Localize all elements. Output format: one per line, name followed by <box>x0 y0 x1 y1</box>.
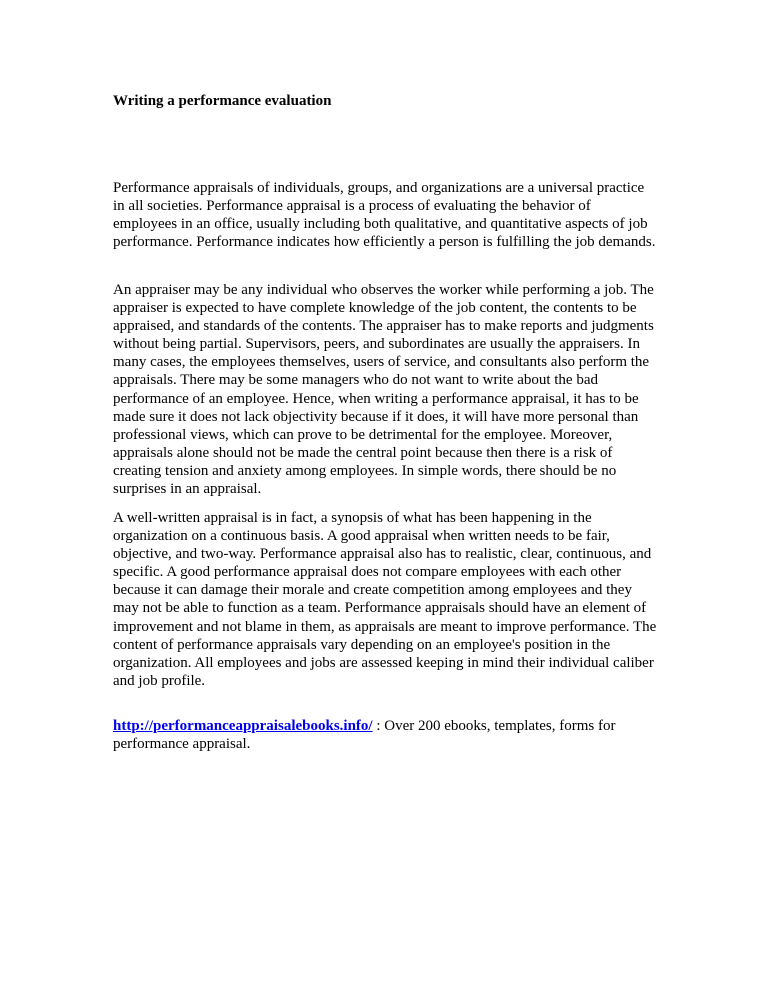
paragraph-appraiser: An appraiser may be any individual who observes the worker while performing a job. The appraiser is expected to have complete knowledge of the job content, the contents to be appraised, and standards of the contents. The appraiser has to make reports and judgments without being partial. Supervisors, peers, and subordinates are usually the appraisers. In many cases, the employees themselves, users of service, and consultants also perform the appraisals. There may be some managers who do not want to write about the bad performance of an employee. Hence, when writing a performance appraisal, it has to be made sure it does not lack objectivity because if it does, it will have more personal than professional views, which can prove to be detrimental for the employee. Moreover, appraisals alone should not be made the central point because then there is a risk of creating tension and anxiety among employees. In simple words, there should be no surprises in an appraisal. <box>113 282 654 498</box>
document-title: Writing a performance evaluation <box>113 93 332 109</box>
paragraph-footer-link <box>113 717 658 753</box>
link-description: : Over 200 ebooks, templates, forms for performance appraisal. <box>113 718 616 753</box>
paragraph-intro: Performance appraisals of individuals, groups, and organizations are a universal practice in all societies. Performance appraisal is a process of evaluating the behavior of employees in an office, usually including both qualitative, and quantitative aspects of job performance. Performance indicates how efficiently a person is fulfilling the job demands. <box>113 180 656 251</box>
ebooks-link[interactable]: http://performanceappraisalebooks.info/ <box>113 718 373 734</box>
paragraph-well-written-appraisal: A well-written appraisal is in fact, a synopsis of what has been happening in the organization on a continuous basis. A good appraisal when written needs to be fair, objective, and two-way. Performance appraisal also has to realistic, clear, continuous, and specific. A good performance appraisal does not compare employees with each other because it can damage their morale and create competition among employees and they may not be able to function as a team. Performance appraisals should have an element of improvement and not blame in them, as appraisals are meant to improve performance. The content of performance appraisals vary depending on an employee's position in the organization. All employees and jobs are assessed keeping in mind their individual caliber and job profile. <box>113 510 657 689</box>
